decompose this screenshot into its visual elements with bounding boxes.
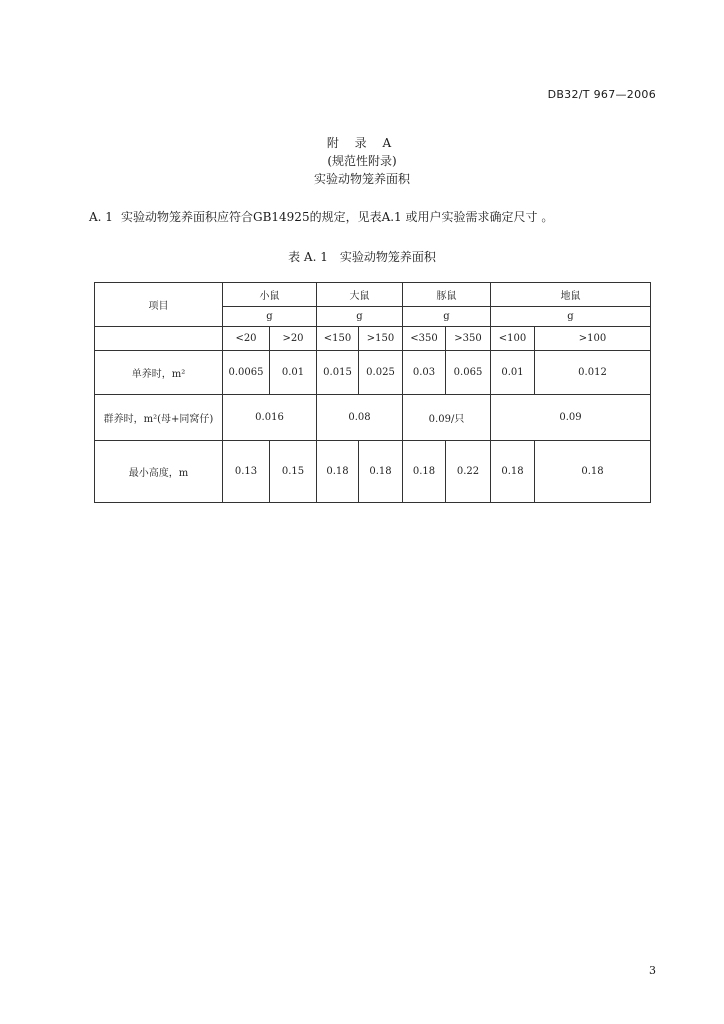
range-header-blank — [95, 327, 223, 351]
value-cell: 0.18 — [403, 441, 446, 503]
species-hamster: 地鼠 — [491, 283, 651, 307]
value-cell: 0.13 — [223, 441, 270, 503]
range-cell: <150 — [317, 327, 359, 351]
table-row — [95, 351, 651, 395]
value-cell: 0.01 — [491, 351, 535, 395]
value-cell: 0.18 — [535, 441, 651, 503]
value-cell: 0.15 — [270, 441, 317, 503]
range-cell: <100 — [491, 327, 535, 351]
row-label: 单养时，m² — [95, 351, 223, 395]
clause-number: A. 1 — [89, 210, 113, 224]
value-cell: 0.08 — [317, 395, 403, 441]
value-cell: 0.01 — [270, 351, 317, 395]
unit-rat: g — [317, 307, 403, 327]
annex-label: 附 录 A — [326, 136, 398, 150]
range-cell: >150 — [359, 327, 403, 351]
row-label: 最小高度，m — [95, 441, 223, 503]
value-cell: 0.03 — [403, 351, 446, 395]
range-cell: >100 — [535, 327, 651, 351]
species-guinea-pig: 豚鼠 — [403, 283, 491, 307]
value-cell: 0.18 — [491, 441, 535, 503]
unit-hamster: g — [491, 307, 651, 327]
species-mouse: 小鼠 — [223, 283, 317, 307]
value-cell: 0.025 — [359, 351, 403, 395]
value-cell: 0.0065 — [223, 351, 270, 395]
standard-code: DB32/T 967—2006 — [547, 88, 656, 101]
value-cell: 0.065 — [446, 351, 491, 395]
value-cell: 0.016 — [223, 395, 317, 441]
table-row — [95, 395, 651, 441]
species-rat: 大鼠 — [317, 283, 403, 307]
annex-heading — [0, 134, 724, 188]
unit-mouse: g — [223, 307, 317, 327]
value-cell: 0.09/只 — [403, 395, 491, 441]
value-cell: 0.012 — [535, 351, 651, 395]
value-cell: 0.18 — [359, 441, 403, 503]
value-cell: 0.09 — [491, 395, 651, 441]
value-cell: 0.22 — [446, 441, 491, 503]
table-row — [95, 441, 651, 503]
annex-title: 实验动物笼养面积 — [313, 172, 410, 186]
range-cell: <20 — [223, 327, 270, 351]
page-number: 3 — [649, 964, 656, 977]
range-cell: >20 — [270, 327, 317, 351]
table-caption-number: 表 A. 1 — [288, 250, 328, 264]
annex-type: (规范性附录) — [327, 154, 397, 168]
value-cell: 0.18 — [317, 441, 359, 503]
cage-area-table — [94, 282, 651, 503]
item-header: 项目 — [95, 283, 223, 327]
clause-a1 — [89, 208, 553, 225]
table-caption — [0, 248, 724, 265]
unit-guinea-pig: g — [403, 307, 491, 327]
clause-text: 实验动物笼养面积应符合GB14925的规定，见表A.1 或用户实验需求确定尺寸 。 — [121, 210, 554, 224]
row-label: 群养时，m²(母+同窝仔) — [95, 395, 223, 441]
table-header-species-row — [95, 283, 651, 307]
range-cell: >350 — [446, 327, 491, 351]
range-cell: <350 — [403, 327, 446, 351]
value-cell: 0.015 — [317, 351, 359, 395]
table-caption-title: 实验动物笼养面积 — [339, 250, 436, 264]
table-header-range-row — [95, 327, 651, 351]
